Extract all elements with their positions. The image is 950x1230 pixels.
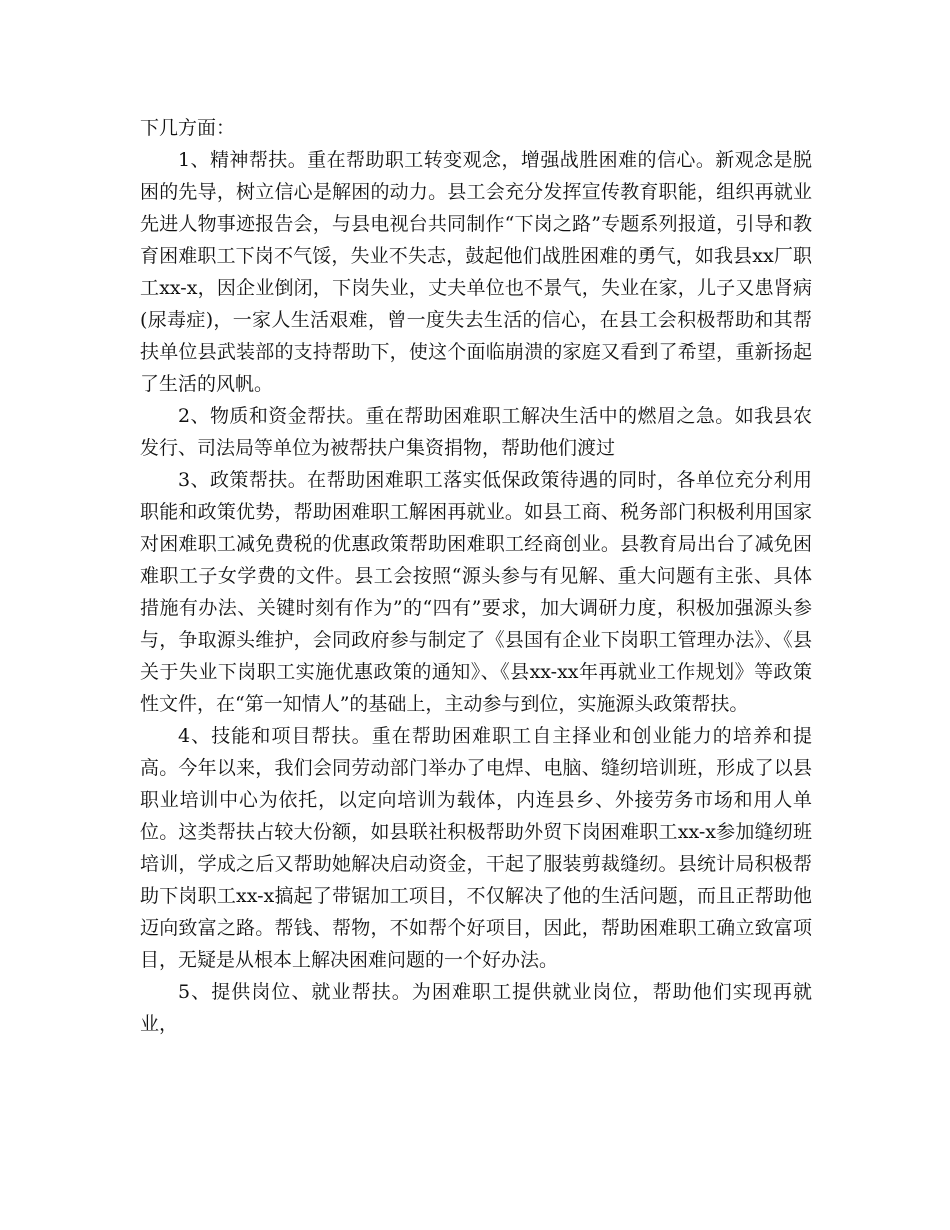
paragraph-policy-support: 3、政策帮扶。在帮助困难职工落实低保政策待遇的同时，各单位充分利用职能和政策优势，帮助困难职工解困再就业。如县工商、税务部门积极利用国家对困难职工减免费税的优惠政策帮助困难职工经商创业。县教育局出台了减免困难职工子女学费的文件。县工会按照“源头参与有见解、重大问题有主张、具体措施有办法、关键时刻有作为”的“四有”要求，加大调研力度，积极加强源头参与，争取源头维护，会同政府参与制定了《县国有企业下岗职工管理办法》、《县关于失业下岗职工实施优惠政策的通知》、《县xx-xx年再就业工作规划》等政策性文件，在“第一知情人”的基础上，主动参与到位，实施源头政策帮扶。	[140, 469, 812, 715]
lead-fragment: 下几方面：	[140, 117, 236, 139]
paragraph-material-financial-support: 2、物质和资金帮扶。重在帮助困难职工解决生活中的燃眉之急。如我县农发行、司法局等单位为被帮扶户集资捐物，帮助他们渡过	[140, 405, 812, 459]
document-body	[140, 112, 812, 1040]
paragraph-skills-project-support: 4、技能和项目帮扶。重在帮助困难职工自主择业和创业能力的培养和提高。今年以来，我们会同劳动部门举办了电焊、电脑、缝纫培训班，形成了以县职业培训中心为依托，以定向培训为载体，内连县乡、外接劳务市场和用人单位。这类帮扶占较大份额，如县联社积极帮助外贸下岗困难职工xx-x参加缝纫班培训，学成之后又帮助她解决启动资金，干起了服装剪裁缝纫。县统计局积极帮助下岗职工xx-x搞起了带锯加工项目，不仅解决了他的生活问题，而且正帮助他迈向致富之路。帮钱、帮物，不如帮个好项目，因此，帮助困难职工确立致富项目，无疑是从根本上解决困难问题的一个好办法。	[140, 725, 812, 971]
paragraph-employment-support: 5、提供岗位、就业帮扶。为困难职工提供就业岗位，帮助他们实现再就业，	[140, 981, 812, 1035]
paragraph-spiritual-support: 1、精神帮扶。重在帮助职工转变观念，增强战胜困难的信心。新观念是脱困的先导，树立信心是解困的动力。县工会充分发挥宣传教育职能，组织再就业先进人物事迹报告会，与县电视台共同制作“下岗之路”专题系列报道，引导和教育困难职工下岗不气馁，失业不失志，鼓起他们战胜困难的勇气，如我县xx厂职工xx-x，因企业倒闭，下岗失业，丈夫单位也不景气，失业在家，儿子又患肾病(尿毒症)，一家人生活艰难，曾一度失去生活的信心，在县工会积极帮助和其帮扶单位县武装部的支持帮助下，使这个面临崩溃的家庭又看到了希望，重新扬起了生活的风帆。	[140, 149, 812, 395]
